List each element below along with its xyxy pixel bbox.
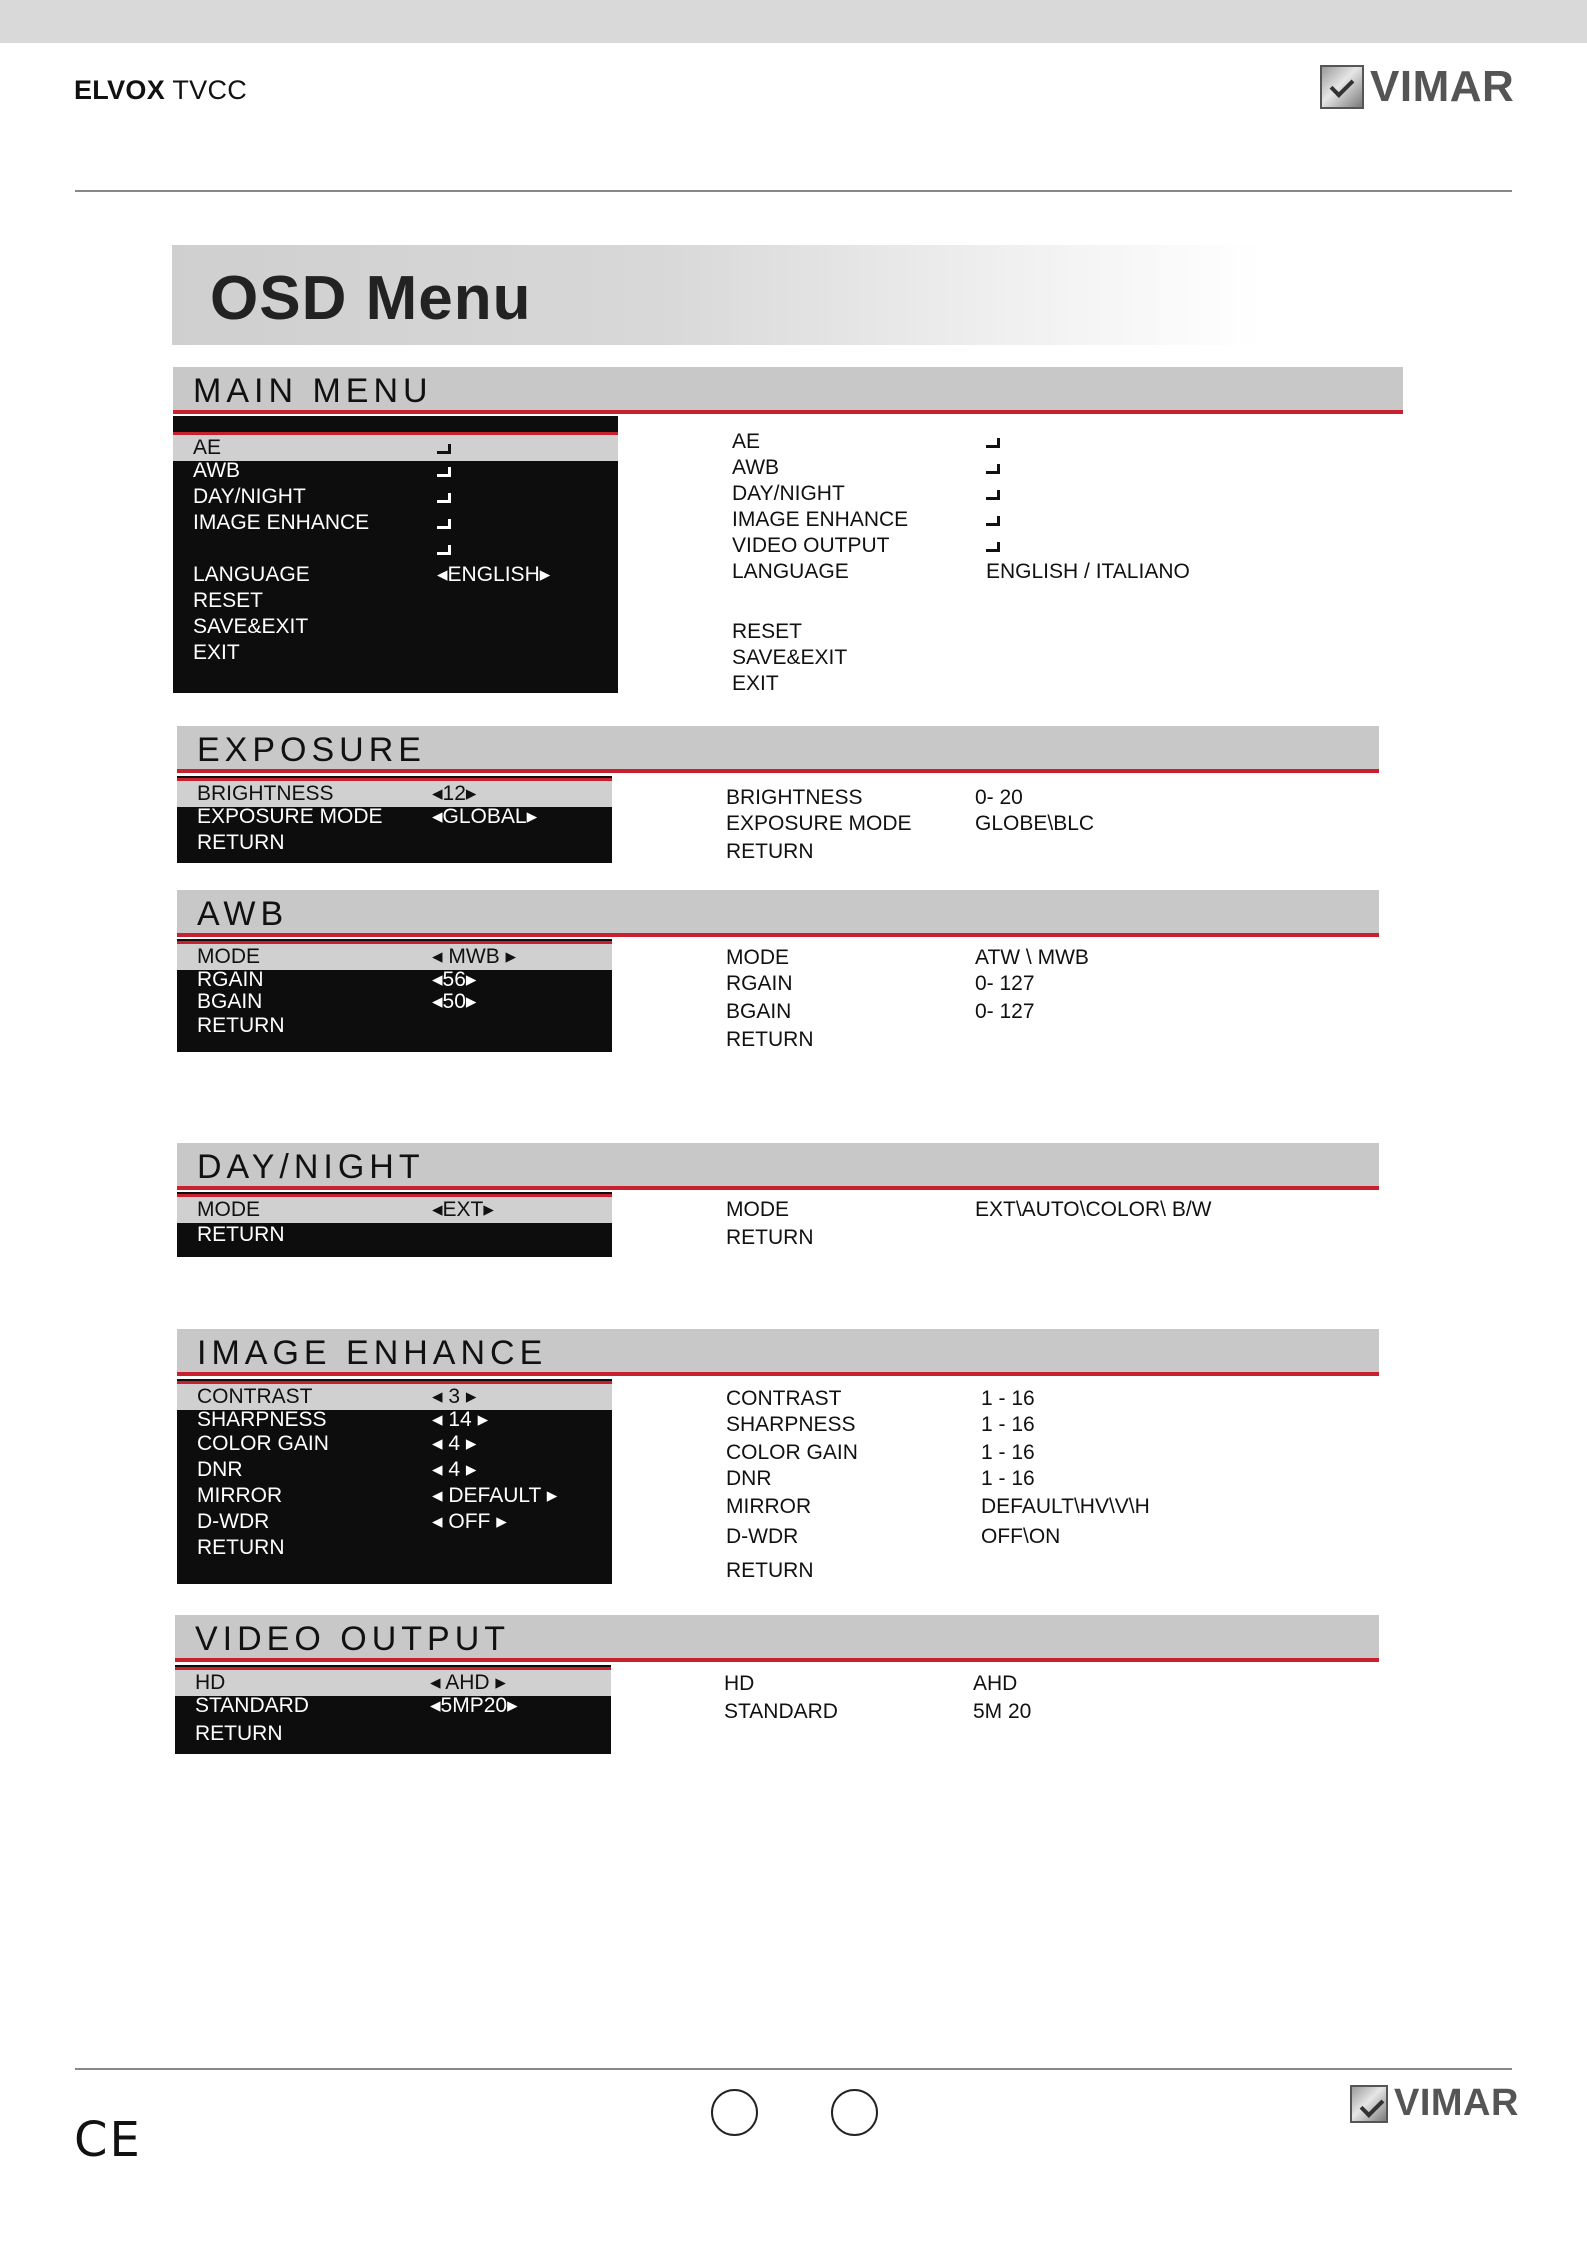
osd-row[interactable] [177, 830, 612, 856]
reference-label: LANGUAGE [732, 560, 849, 583]
osd-row[interactable] [177, 1457, 612, 1483]
osd-row[interactable] [173, 536, 618, 562]
osd-row[interactable] [173, 588, 618, 614]
reference-label: AWB [732, 456, 780, 479]
osd-row-label: RETURN [197, 1536, 285, 1559]
osd-row[interactable] [173, 458, 618, 484]
enter-icon [986, 490, 1000, 500]
exposure-osd-screen [177, 776, 612, 863]
reference-label: DAY/NIGHT [732, 482, 845, 505]
awb-header [177, 890, 1379, 937]
osd-row[interactable] [173, 510, 618, 536]
reference-value [986, 456, 1000, 480]
reference-label: AE [732, 430, 761, 453]
day-night-header [177, 1143, 1379, 1190]
footer-divider [75, 2068, 1512, 2070]
osd-row-label: MODE [197, 1198, 260, 1221]
osd-row-value: ◂56▸ [432, 968, 477, 991]
day-night-osd-screen [177, 1192, 612, 1257]
osd-row-label: SAVE&EXIT [193, 615, 309, 638]
awb-osd-screen [177, 939, 612, 1052]
reference-value: 1 - 16 [981, 1467, 1035, 1490]
reference-value: GLOBE\BLC [975, 812, 1095, 835]
brand-light: TVCC [172, 75, 248, 105]
reference-value [986, 482, 1000, 506]
osd-row-value [437, 458, 451, 484]
osd-row-label: BRIGHTNESS [197, 782, 334, 805]
vimar-logo-word: VIMAR [1394, 2082, 1519, 2124]
osd-row-value: ◂ 14 ▸ [432, 1408, 489, 1431]
osd-row[interactable] [173, 640, 618, 666]
osd-row-value: ◂ 4 ▸ [432, 1432, 477, 1455]
image-enhance-header [177, 1329, 1379, 1376]
vimar-logo-word: VIMAR [1370, 62, 1515, 111]
day-night-heading: DAY/NIGHT [197, 1148, 425, 1186]
osd-row-label: CONTRAST [197, 1385, 313, 1408]
osd-row[interactable] [177, 1431, 612, 1457]
image-enhance-osd-screen [177, 1379, 612, 1584]
osd-row-value [437, 536, 451, 562]
reference-label: STANDARD [724, 1700, 838, 1723]
osd-row[interactable] [177, 1483, 612, 1509]
osd-row-label: MIRROR [197, 1484, 283, 1507]
reference-value: DEFAULT\HV\V\H [981, 1495, 1150, 1518]
osd-row[interactable] [173, 484, 618, 510]
reference-label: COLOR GAIN [726, 1441, 858, 1464]
enter-icon [986, 438, 1000, 448]
osd-row[interactable] [175, 1693, 611, 1719]
reference-label: D-WDR [726, 1525, 799, 1548]
exposure-header [177, 726, 1379, 773]
enter-icon [437, 467, 451, 477]
osd-row-label: STANDARD [195, 1694, 309, 1717]
reference-label: BGAIN [726, 1000, 792, 1023]
main-menu-header [173, 367, 1403, 414]
enter-icon [986, 542, 1000, 552]
reference-value: ENGLISH / ITALIANO [986, 560, 1190, 583]
enter-icon [437, 545, 451, 555]
title-band [172, 245, 1262, 345]
osd-row-label: AE [193, 436, 222, 459]
osd-row-value: ◂GLOBAL▸ [432, 805, 538, 828]
main-menu-osd-screen [173, 416, 618, 693]
image-enhance-heading: IMAGE ENHANCE [197, 1334, 548, 1372]
osd-row-value: ◂ OFF ▸ [432, 1510, 507, 1533]
top-bar [0, 0, 1587, 43]
osd-row[interactable] [175, 1667, 611, 1696]
osd-row-label: SHARPNESS [197, 1408, 327, 1431]
reference-label: EXIT [732, 672, 779, 695]
reference-label: VIDEO OUTPUT [732, 534, 890, 557]
osd-row-label: RETURN [197, 1014, 285, 1037]
video-output-osd-screen [175, 1665, 611, 1754]
page-title: OSD Menu [210, 264, 532, 333]
osd-row[interactable] [177, 1013, 612, 1039]
osd-row-label: AWB [193, 459, 241, 482]
vimar-logo-footer [1350, 2082, 1519, 2125]
video-output-header [175, 1615, 1379, 1662]
osd-row[interactable] [177, 1535, 612, 1561]
reference-label: RGAIN [726, 972, 793, 995]
osd-row-label: BGAIN [197, 990, 263, 1013]
osd-row-value: ◂ MWB ▸ [432, 945, 517, 968]
osd-row-value: ◂ENGLISH▸ [437, 563, 551, 586]
osd-row[interactable] [173, 614, 618, 640]
reference-label: RETURN [726, 1559, 814, 1582]
osd-row-value: ◂ AHD ▸ [430, 1671, 506, 1694]
reference-value: 1 - 16 [981, 1413, 1035, 1436]
awb-heading: AWB [197, 895, 289, 933]
reference-label: CONTRAST [726, 1387, 842, 1410]
vimar-logo-icon [1320, 65, 1364, 109]
osd-row-label: RESET [193, 589, 264, 612]
osd-row[interactable] [177, 804, 612, 830]
main-menu-heading: MAIN MENU [193, 372, 433, 410]
brand-bold: ELVOX [74, 75, 166, 105]
osd-row-value [437, 510, 451, 536]
osd-row-value [437, 484, 451, 510]
osd-row-value: ◂EXT▸ [432, 1198, 494, 1221]
reference-value: OFF\ON [981, 1525, 1061, 1548]
reference-value: ATW \ MWB [975, 946, 1089, 969]
reference-label: RETURN [726, 1028, 814, 1051]
video-output-heading: VIDEO OUTPUT [195, 1620, 511, 1658]
reference-label: MODE [726, 946, 789, 969]
reference-value: 5M 20 [973, 1700, 1032, 1723]
osd-row-label: COLOR GAIN [197, 1432, 329, 1455]
osd-row-label: DNR [197, 1458, 243, 1481]
osd-row[interactable] [177, 1222, 612, 1248]
osd-row[interactable] [177, 989, 612, 1015]
osd-row[interactable] [177, 1381, 612, 1410]
reference-value: 0- 127 [975, 1000, 1035, 1023]
ce-mark: CE [74, 2112, 142, 2168]
osd-row[interactable] [177, 1509, 612, 1535]
osd-row[interactable] [173, 562, 618, 588]
reference-value [986, 508, 1000, 532]
reference-value: AHD [973, 1672, 1018, 1695]
osd-row[interactable] [177, 941, 612, 970]
reference-value: EXT\AUTO\COLOR\ B/W [975, 1198, 1212, 1221]
osd-row-label: RETURN [197, 831, 285, 854]
enter-icon [437, 493, 451, 503]
osd-row[interactable] [175, 1721, 611, 1747]
osd-row-label: HD [195, 1671, 226, 1694]
enter-icon [986, 516, 1000, 526]
reference-label: BRIGHTNESS [726, 786, 863, 809]
osd-row[interactable] [173, 432, 618, 461]
osd-row-label: RETURN [197, 1223, 285, 1246]
reference-label: DNR [726, 1467, 772, 1490]
osd-row-value: ◂ 4 ▸ [432, 1458, 477, 1481]
osd-row-label: IMAGE ENHANCE [193, 511, 370, 534]
osd-row-label: EXPOSURE MODE [197, 805, 383, 828]
enter-icon [437, 444, 451, 454]
reference-label: RETURN [726, 1226, 814, 1249]
header-divider [75, 190, 1512, 192]
reference-label: RETURN [726, 840, 814, 863]
osd-row[interactable] [177, 1407, 612, 1433]
osd-row-label: RETURN [195, 1722, 283, 1745]
osd-row-value: ◂ 3 ▸ [432, 1385, 477, 1408]
reference-value [986, 534, 1000, 558]
brand-label [74, 75, 247, 106]
reference-label: SHARPNESS [726, 1413, 856, 1436]
osd-row-value: ◂12▸ [432, 782, 477, 805]
reference-value: 0- 127 [975, 972, 1035, 995]
vimar-logo-icon [1350, 2085, 1388, 2123]
reference-label: MIRROR [726, 1495, 812, 1518]
osd-row-value: ◂50▸ [432, 990, 477, 1013]
reference-label: RESET [732, 620, 803, 643]
osd-row-label: MODE [197, 945, 260, 968]
reference-label: IMAGE ENHANCE [732, 508, 909, 531]
osd-row-label: EXIT [193, 641, 240, 664]
vimar-logo [1320, 62, 1514, 112]
reference-value: 1 - 16 [981, 1387, 1035, 1410]
reference-label: EXPOSURE MODE [726, 812, 912, 835]
osd-row-value: ◂ DEFAULT ▸ [432, 1484, 558, 1507]
osd-row-label: RGAIN [197, 968, 264, 991]
reference-value [986, 430, 1000, 454]
page-circle-right [831, 2089, 878, 2136]
osd-row-label: D-WDR [197, 1510, 270, 1533]
enter-icon [986, 464, 1000, 474]
osd-row[interactable] [177, 778, 612, 807]
exposure-heading: EXPOSURE [197, 731, 426, 769]
reference-label: MODE [726, 1198, 789, 1221]
reference-label: HD [724, 1672, 755, 1695]
enter-icon [437, 519, 451, 529]
page-circle-left [711, 2089, 758, 2136]
osd-row-value: ◂5MP20▸ [430, 1694, 518, 1717]
osd-row[interactable] [177, 1194, 612, 1223]
reference-value: 1 - 16 [981, 1441, 1035, 1464]
osd-row-label: DAY/NIGHT [193, 485, 306, 508]
reference-label: SAVE&EXIT [732, 646, 848, 669]
osd-row-label: LANGUAGE [193, 563, 310, 586]
reference-value: 0- 20 [975, 786, 1023, 809]
